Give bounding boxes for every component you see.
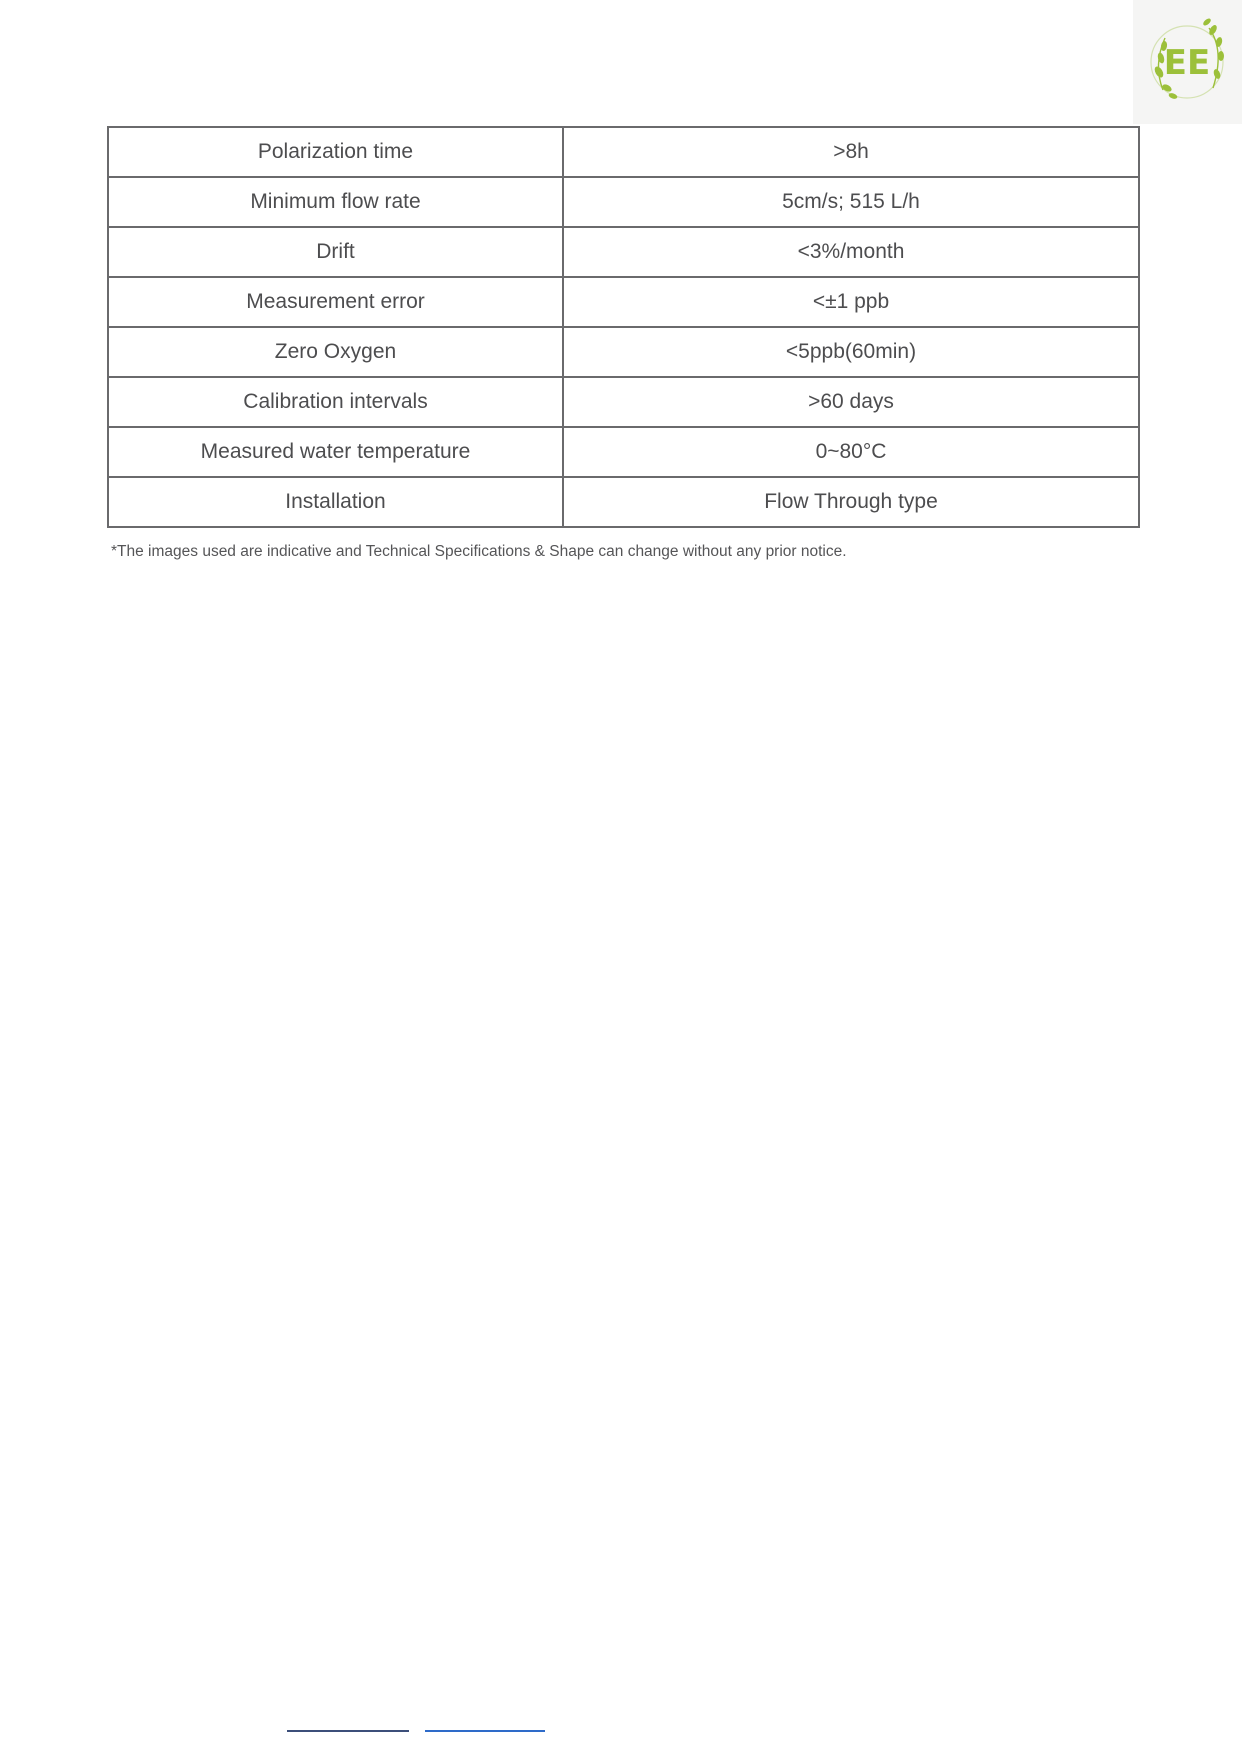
spec-parameter: Calibration intervals: [108, 377, 563, 427]
table-row: [108, 277, 1139, 327]
spec-parameter: Zero Oxygen: [108, 327, 563, 377]
spec-parameter: Measurement error: [108, 277, 563, 327]
table-row: [108, 427, 1139, 477]
table-row: [108, 227, 1139, 277]
spec-value: <3%/month: [563, 227, 1139, 277]
table-row: [108, 327, 1139, 377]
spec-parameter: Minimum flow rate: [108, 177, 563, 227]
spec-value: >60 days: [563, 377, 1139, 427]
table-row: [108, 127, 1139, 177]
spec-value: 5cm/s; 515 L/h: [563, 177, 1139, 227]
table-row: [108, 177, 1139, 227]
spec-parameter: Drift: [108, 227, 563, 277]
specifications-table: [107, 126, 1140, 528]
table-row: [108, 477, 1139, 527]
table-row: [108, 377, 1139, 427]
logo-text: EE: [1163, 43, 1211, 83]
spec-value: <5ppb(60min): [563, 327, 1139, 377]
spec-parameter: Polarization time: [108, 127, 563, 177]
footer-divider: [287, 1730, 409, 1732]
spec-value: Flow Through type: [563, 477, 1139, 527]
spec-parameter: Installation: [108, 477, 563, 527]
spec-value: >8h: [563, 127, 1139, 177]
footer-divider: [425, 1730, 545, 1732]
spec-value: 0~80°C: [563, 427, 1139, 477]
leaf-wreath-icon: [1143, 10, 1233, 110]
spec-parameter: Measured water temperature: [108, 427, 563, 477]
spec-value: <±1 ppb: [563, 277, 1139, 327]
disclaimer-note: *The images used are indicative and Technical Specifications & Shape can change without any prior notice.: [111, 543, 847, 560]
company-logo: [1133, 0, 1242, 124]
